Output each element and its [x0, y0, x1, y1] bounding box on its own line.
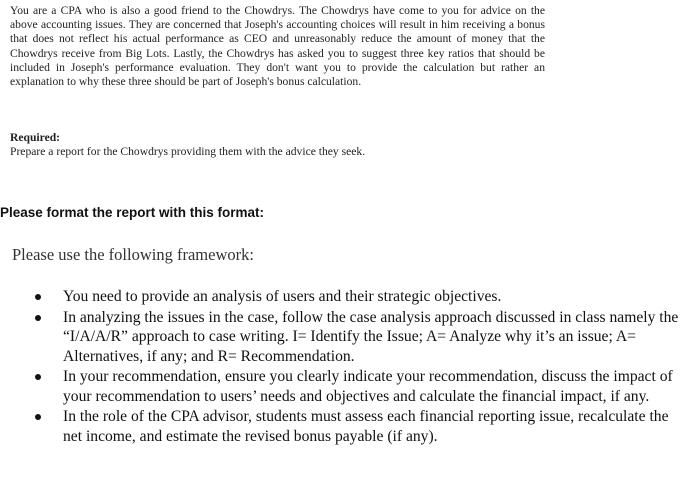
framework-intro: Please use the following framework: [12, 245, 254, 264]
required-label: Required: [10, 131, 61, 144]
bullet-icon [35, 414, 41, 420]
bullet-icon [35, 315, 41, 321]
scenario-excerpt [10, 4, 545, 89]
bullet-text: In your recommendation, ensure you clearly indicate your recommendation, discuss the impact of your recommendation to users’ needs and objectives and calculate the financial impact, if any. [63, 368, 673, 405]
list-item [0, 287, 690, 307]
list-item [0, 407, 690, 446]
format-heading: Please format the report with this format: [0, 205, 265, 220]
bullet-icon [35, 374, 41, 380]
list-item [0, 367, 690, 406]
bullet-text: You need to provide an analysis of users and their strategic objectives. [63, 288, 502, 305]
required-text: Prepare a report for the Chowdrys providing them with the advice they seek. [10, 145, 366, 159]
list-item [0, 308, 690, 367]
bullet-icon [35, 294, 41, 300]
bullet-text: In the role of the CPA advisor, students must assess each financial reporting issue, recalculate the net income, and estimate the revised bonus payable (if any). [63, 408, 669, 445]
bullet-text: In analyzing the issues in the case, follow the case analysis approach discussed in class namely the “I/A/A/R” approach to case writing. I= Identify the Issue; A= Analyze why it’s an issue; A= Alternatives, if any; and R= Recommendation. [63, 308, 679, 365]
scenario-paragraph: You are a CPA who is also a good friend to the Chowdrys. The Chowdrys have come to you for advice on the above accounting issues. They are concerned that Joseph's accounting choices will result in him receiving a bonus that does not reflect his actual performance as CEO and unreasonably reduce the amount of money that the Chowdrys receive from Big Lots. Lastly, the Chowdrys has asked you to suggest three key ratios that should be included in Joseph's performance evaluation. They don't want you to provide the calculation but rather an explanation to why these three should be part of Joseph's bonus calculation. [10, 4, 545, 89]
required-section [10, 131, 550, 159]
framework-bullet-list [0, 287, 690, 447]
